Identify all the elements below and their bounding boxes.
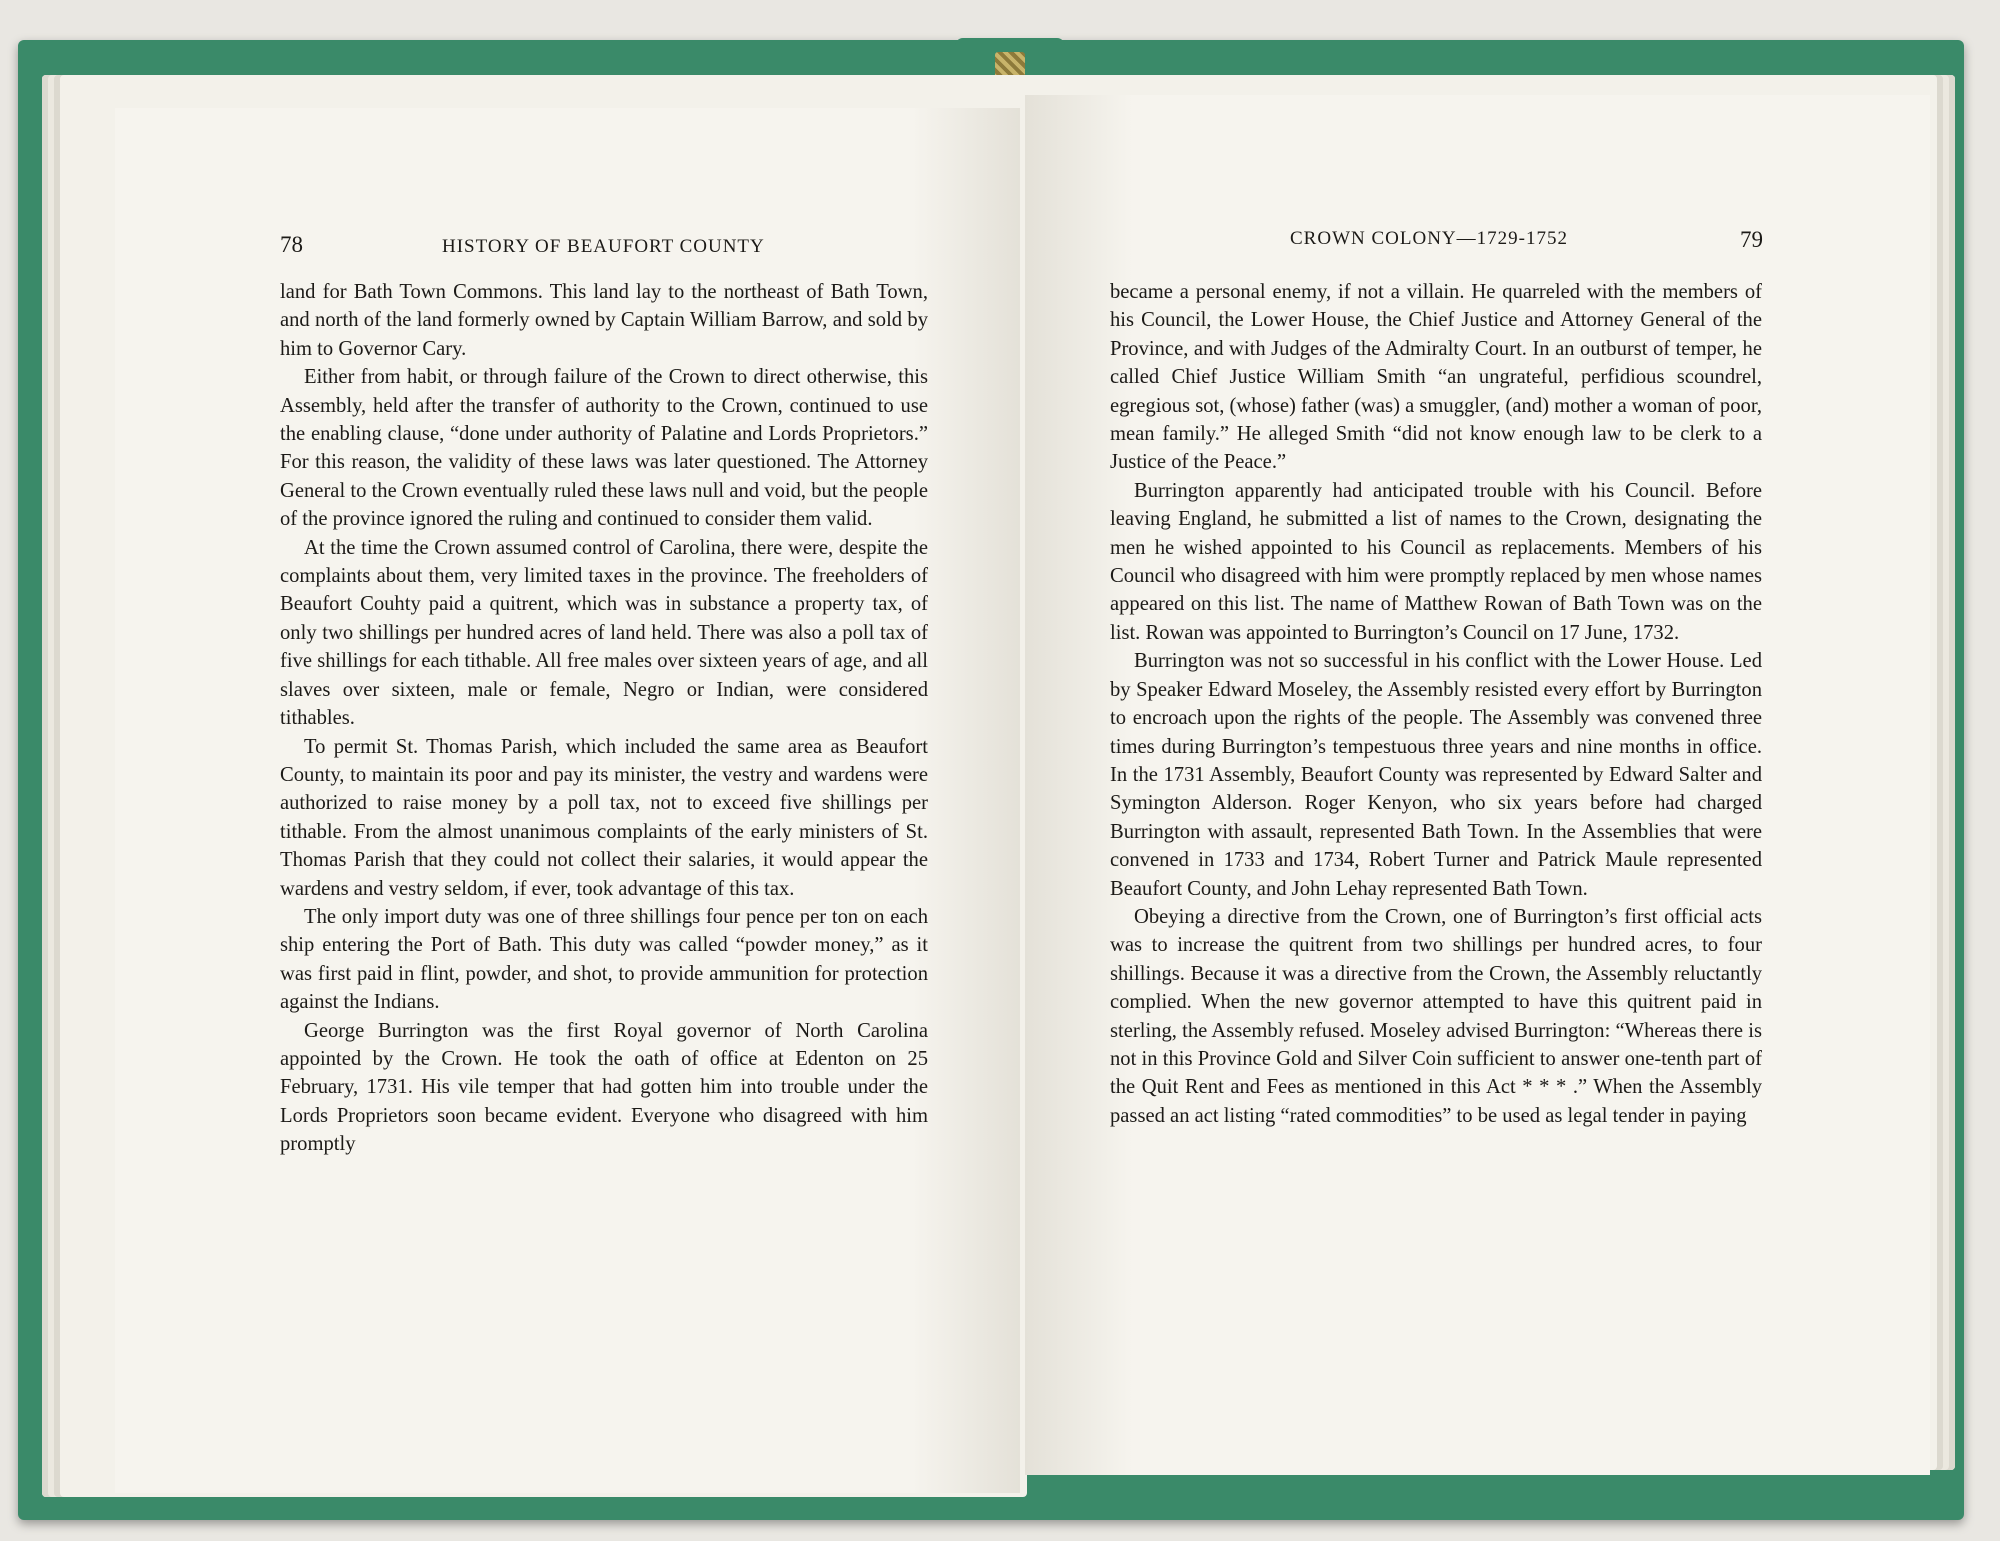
left-page xyxy=(115,108,1020,1493)
paragraph: The only import duty was one of three shillings four pence per ton on each ship entering the Port of Bath. This duty was called “powder money,” as it was first paid in flint, powder, and shot, to provide ammunition for protection against the Indians. xyxy=(280,905,928,1014)
paragraph: Obeying a directive from the Crown, one of Burrington’s first official acts was to increase the quitrent from two shillings per hundred acres, to four shillings. Because it was a directive from the Crown, the Assembly reluctantly complied. When the new governor attempted to have this quitrent paid in sterling, the Assembly refused. Moseley advised Burrington: “Whereas there is not in this Province Gold and Silver Coin sufficient to answer one-tenth part of the Quit Rent and Fees as mentioned in this Act * * * .” When the Assembly passed an act listing “rated commodities” to be used as legal tender in paying xyxy=(1110,905,1762,1127)
right-body-text xyxy=(1110,278,1762,1130)
paragraph: became a personal enemy, if not a villain. He quarreled with the members of his Council, the Lower House, the Chief Justice and Attorney General of the Province, and with Judges of the Admiralty Court. In an outburst of temper, he called Chief Justice William Smith “an ungrateful, perfidious scoundrel, egregious sot, (whose) father (was) a smuggler, (and) mother a woman of poor, mean family.” He alleged Smith “did not know enough law to be clerk to a Justice of the Peace.” xyxy=(1110,281,1763,474)
right-running-head: CROWN COLONY—1729-1752 xyxy=(1290,228,1568,249)
paragraph: To permit St. Thomas Parish, which included the same area as Beaufort County, to maintain its poor and pay its minister, the vestry and wardens were authorized to raise money by a poll tax, not to exceed five shillings per tithable. From the almost unanimous complaints of the early ministers of St. Thomas Parish that they could not collect their salaries, it would appear the wardens and vestry seldom, if ever, took advantage of this tax. xyxy=(280,735,928,900)
left-running-head: HISTORY OF BEAUFORT COUNTY xyxy=(442,236,765,257)
paragraph: George Burrington was the first Royal governor of North Carolina appointed by the Crown. He took the oath of office at Edenton on 25 February, 1731. His vile temper that had gotten him into trouble under the Lords Proprietors soon became evident. Everyone who disagreed with him promptly xyxy=(280,1019,928,1156)
left-page-number: 78 xyxy=(280,232,303,257)
left-body-text xyxy=(280,278,928,1159)
paragraph: At the time the Crown assumed control of Carolina, there were, despite the complaints about them, very limited taxes in the province. The freeholders of Beaufort Couhty paid a quitrent, which was in substance a property tax, of only two shillings per hundred acres of land held. There was also a poll tax of five shillings for each tithable. All free males over sixteen years of age, and all slaves over sixteen, male or female, Negro or Indian, were considered tithables. xyxy=(280,536,928,730)
paragraph: Burrington apparently had anticipated trouble with his Council. Before leaving England, he submitted a list of names to the Crown, designating the men he wished appointed to his Council as replacements. Members of his Council who disagreed with him were promptly replaced by men whose names appeared on this list. The name of Matthew Rowan of Bath Town was on the list. Rowan was appointed to Burrington’s Council on 17 June, 1732. xyxy=(1110,479,1762,644)
paragraph: Burrington was not so successful in his conflict with the Lower House. Led by Speaker Edward Moseley, the Assembly resisted every effort by Burrington to encroach upon the rights of the people. The Assembly was convened three times during Burrington’s tempestuous three years and nine months in office. In the 1731 Assembly, Beaufort County was represented by Edward Salter and Symington Alderson. Roger Kenyon, who six years before had charged Burrington with assault, represented Bath Town. In the Assemblies that were convened in 1733 and 1734, Robert Turner and Patrick Maule represented Beaufort County, and John Lehay represented Bath Town. xyxy=(1110,650,1762,900)
paragraph: Either from habit, or through failure of the Crown to direct otherwise, this Assembly, held after the transfer of authority to the Crown, continued to use the enabling clause, “done under authority of Palatine and Lords Proprietors.” For this reason, the validity of these laws was later questioned. The Attorney General to the Crown eventually ruled these laws null and void, but the people of the province ignored the ruling and continued to consider them valid. xyxy=(280,366,928,531)
paragraph: land for Bath Town Commons. This land lay to the northeast of Bath Town, and north of the land formerly owned by Captain William Barrow, and sold by him to Governor Cary. xyxy=(280,281,928,360)
right-page xyxy=(1025,95,1930,1475)
right-page-number: 79 xyxy=(1740,227,1763,252)
